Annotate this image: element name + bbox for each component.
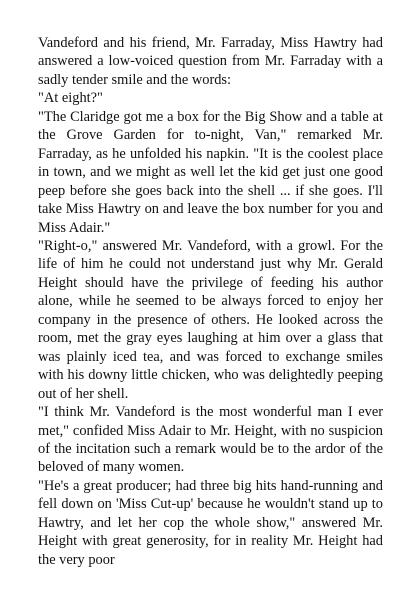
paragraph-6: "He's a great producer; had three big hits hand-running and fell down on 'Miss Cut-up' because he wouldn't stand up to Hawtry, and let her cop the whole show," answered Mr. Height with great generosity, for in reality Mr. Height had the very poor xyxy=(38,477,383,568)
paragraph-5: "I think Mr. Vandeford is the most wonderful man I ever met," confided Miss Adair to Mr. Height, with no suspicion of the incitation such a remark would be to the ardor of the beloved of many women. xyxy=(38,404,383,476)
paragraph-1: Vandeford and his friend, Mr. Farraday, Miss Hawtry had answered a low-voiced question from Mr. Farraday with a sadly tender smile and the words: xyxy=(38,35,383,88)
paragraph-4: "Right-o," answered Mr. Vandeford, with a growl. For the life of him he could not understand just why Mr. Gerald Height should have the privilege of feeding his author alone, while he seemed to be always forced to enjoy her company in the presence of others. He looked across the room, met the gray eyes laughing at him over a glass that was plainly iced tea, and was forced to exchange smiles with his downy little chicken, who was delightedly peeping out of her shell. xyxy=(38,237,383,402)
paragraph-3: "The Claridge got me a box for the Big Show and a table at the Grove Garden for to-night, Van," remarked Mr. Farraday, as he unfolded his napkin. "It is the coolest place in town, and we might as well let the kid get just one good peep before she goes back into the shell ... if she goes. I'll take Miss Hawtry on and leave the box number for you and Miss Adair." xyxy=(38,108,383,236)
body-text xyxy=(38,34,383,569)
paragraph-2: "At eight?" xyxy=(38,90,103,107)
